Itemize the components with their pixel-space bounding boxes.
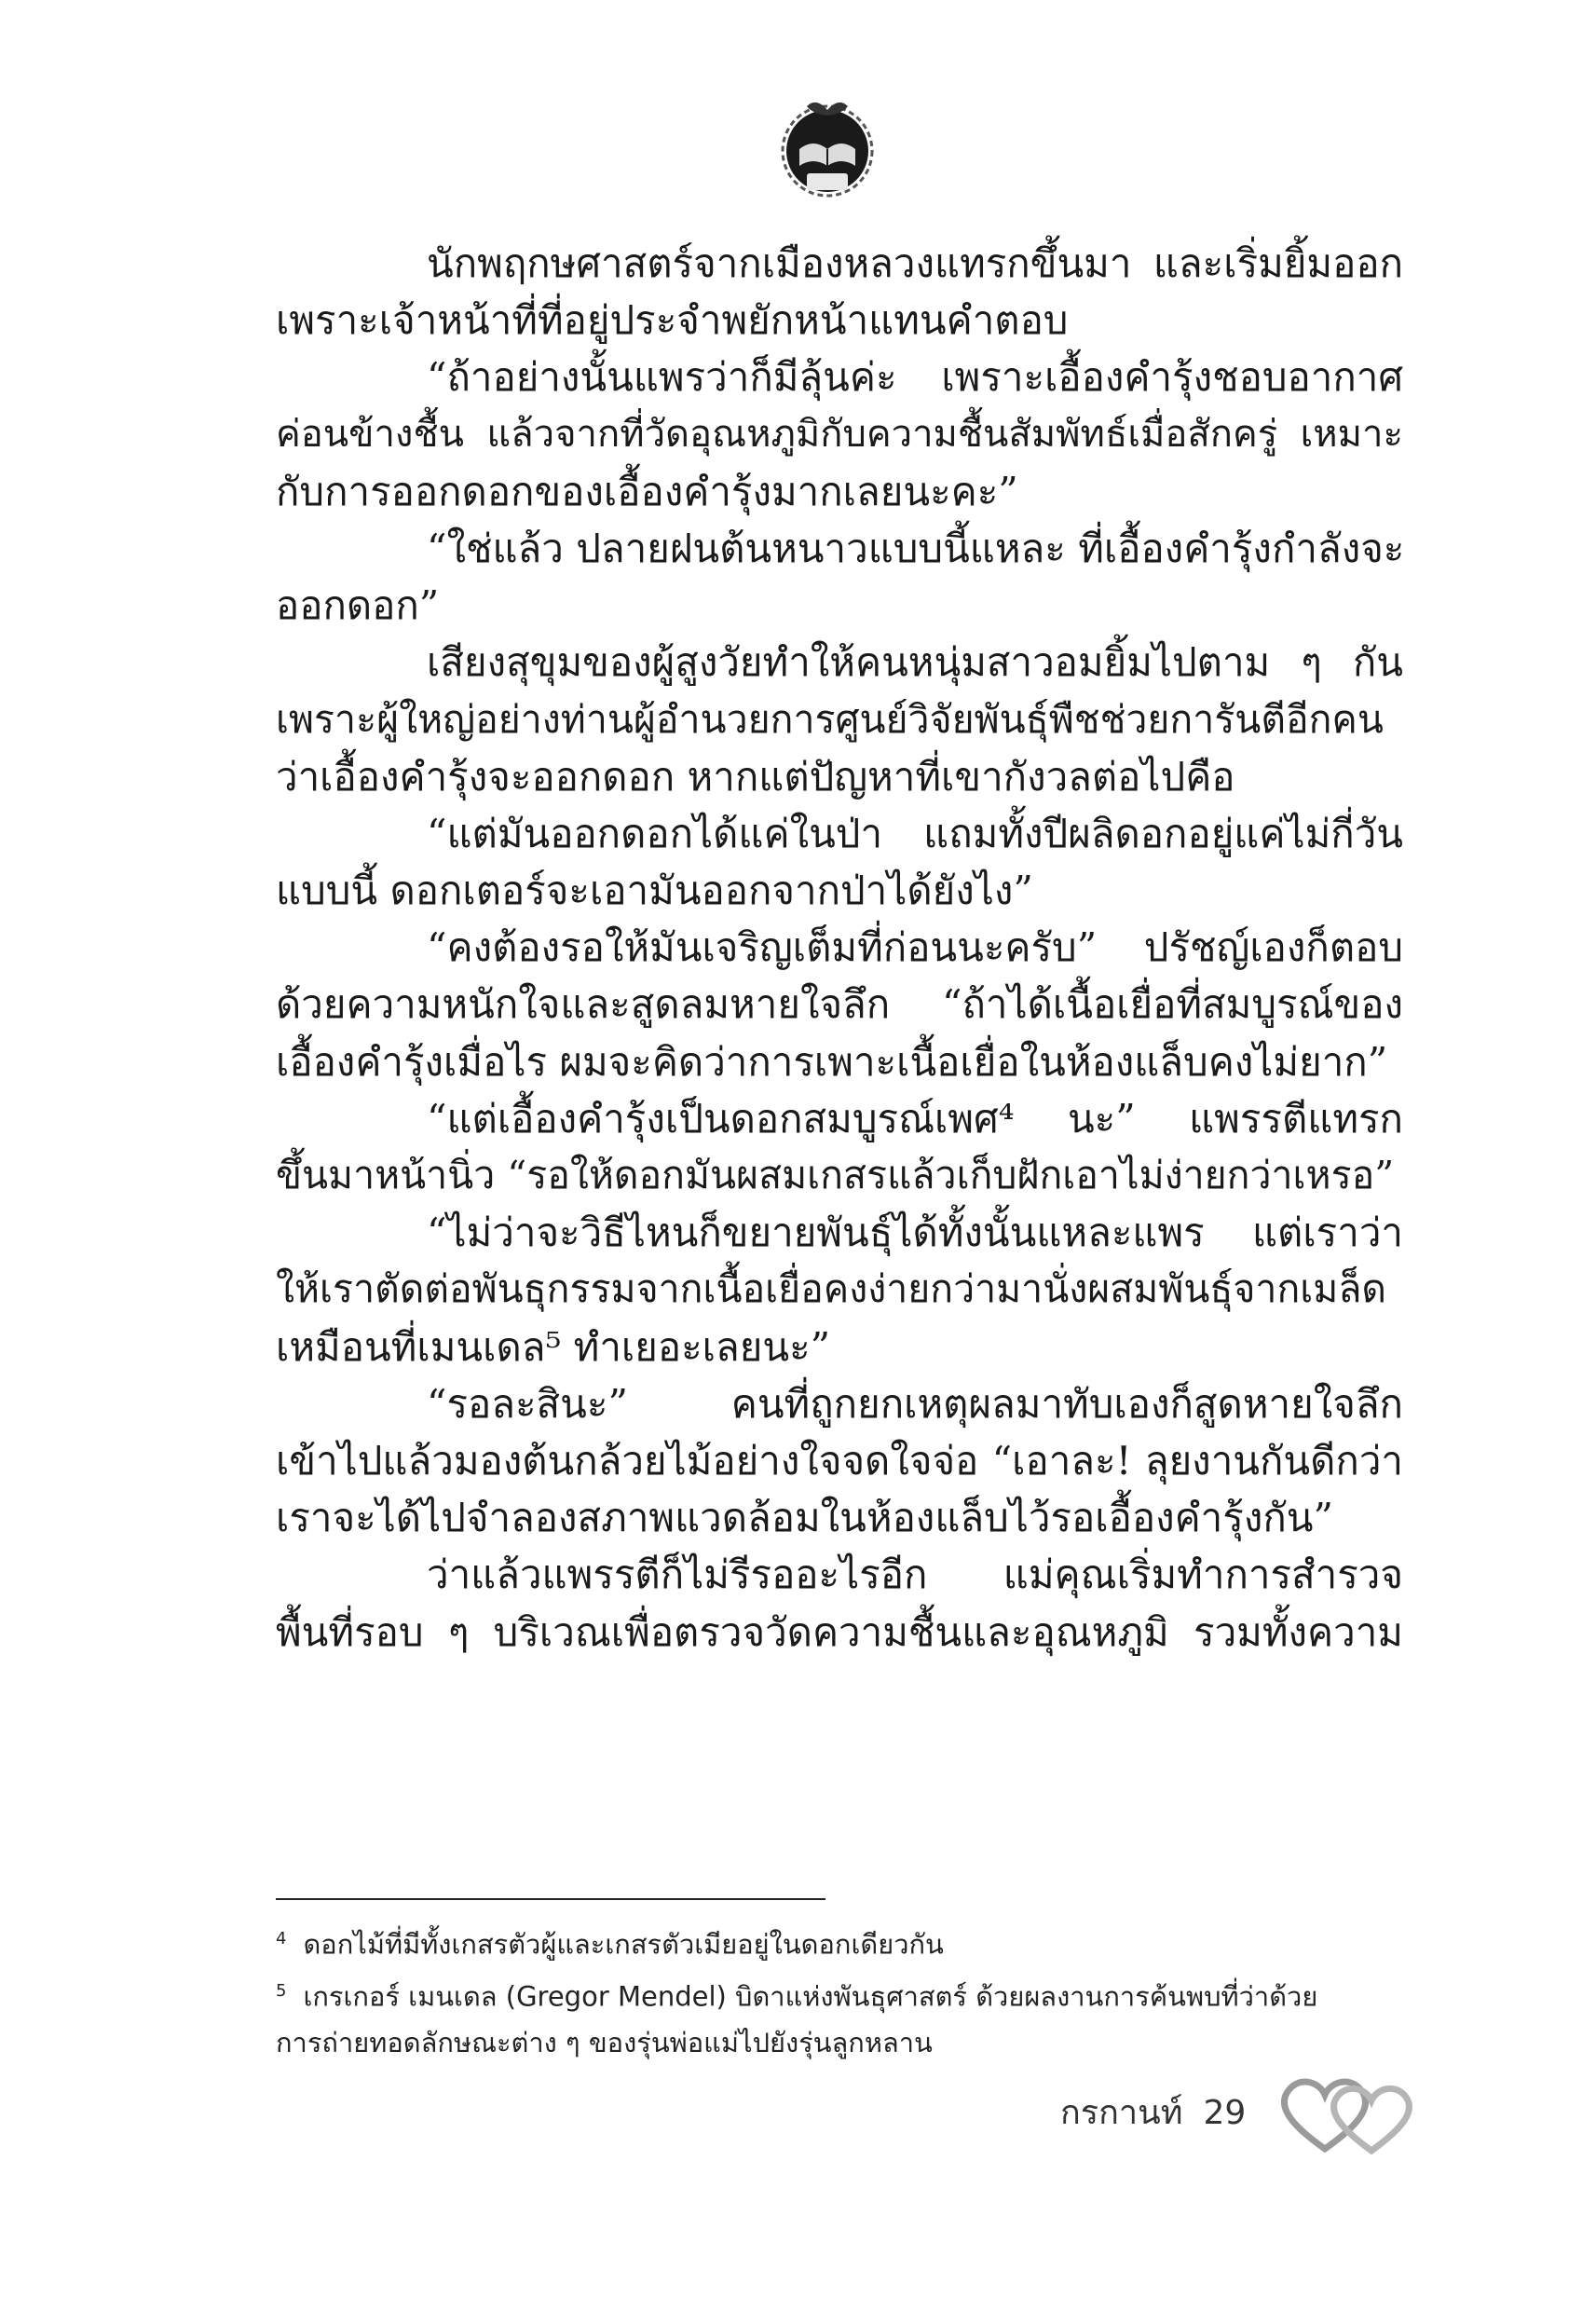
body-line: แบบนี้ ดอกเตอร์จะเอามันออกจากป่าได้ยังไง” bbox=[276, 868, 1033, 914]
body-line: เสียงสุขุมของผู้สูงวัยทำให้คนหนุ่มสาวอมยิ้มไปตาม ๆ กัน bbox=[427, 639, 1403, 686]
footnote-5-continued: การถ่ายทอดลักษณะต่าง ๆ ของรุ่นพ่อแม่ไปยังรุ่นลูกหลาน bbox=[276, 2027, 933, 2059]
body-line: เพราะเจ้าหน้าที่ที่อยู่ประจำพยักหน้าแทนคำตอบ bbox=[276, 297, 1069, 344]
body-line: กับการออกดอกของเอื้องคำรุ้งมากเลยนะคะ” bbox=[276, 468, 1018, 514]
body-line: “รอละสินะ” คนที่ถูกยกเหตุผลมาทับเองก็สูดหายใจลึก bbox=[427, 1380, 1403, 1427]
footnote-number: 5 bbox=[276, 1980, 287, 2001]
footnote-number: 4 bbox=[276, 1929, 287, 1949]
body-line: “แต่เอื้องคำรุ้งเป็นดอกสมบูรณ์เพศ⁴ นะ” แพรรตีแทรก bbox=[427, 1095, 1403, 1142]
book-title: กรกานท์ bbox=[1060, 2094, 1183, 2132]
body-line: เข้าไปแล้วมองต้นกล้วยไม้อย่างใจจดใจจ่อ “เอาละ! ลุยงานกันดีกว่า bbox=[276, 1437, 1403, 1484]
body-line: “คงต้องรอให้มันเจริญเต็มที่ก่อนนะครับ” ปรัชญ์เองก็ตอบ bbox=[427, 924, 1403, 971]
body-line: เหมือนที่เมนเดล⁵ ทำเยอะเลยนะ” bbox=[276, 1323, 831, 1370]
body-line: พื้นที่รอบ ๆ บริเวณเพื่อตรวจวัดความชื้นและอุณหภูมิ รวมทั้งความ bbox=[276, 1608, 1403, 1655]
body-line: เอื้องคำรุ้งเมื่อไร ผมจะคิดว่าการเพาะเนื้อเยื่อในห้องแล็บคงไม่ยาก” bbox=[276, 1038, 1388, 1085]
body-line: เพราะผู้ใหญ่อย่างท่านผู้อำนวยการศูนย์วิจัยพันธุ์พืชช่วยการันตีอีกคน bbox=[276, 696, 1384, 742]
body-line: “แต่มันออกดอกได้แค่ในป่า แถมทั้งปีผลิดอกอยู่แค่ไม่กี่วัน bbox=[427, 810, 1403, 856]
footnote-4 bbox=[276, 1916, 1403, 1968]
body-line: “ถ้าอย่างนั้นแพรว่าก็มีลุ้นค่ะ เพราะเอื้องคำรุ้งชอบอากาศ bbox=[427, 354, 1403, 401]
body-line: เราจะได้ไปจำลองสภาพแวดล้อมในห้องแล็บไว้รอเอื้องคำรุ้งกัน” bbox=[276, 1495, 1333, 1541]
footnote-5 bbox=[276, 1968, 1403, 2020]
hearts-ornament-icon bbox=[1269, 2067, 1427, 2160]
footnotes bbox=[276, 1916, 1403, 2066]
body-line: “ใช่แล้ว ปลายฝนต้นหนาวแบบนี้แหละ ที่เอื้องคำรุ้งกำลังจะ bbox=[427, 525, 1405, 571]
publisher-logo bbox=[771, 93, 883, 205]
body-line: ขึ้นมาหน้านิ่ว “รอให้ดอกมันผสมเกสรแล้วเก็บฝักเอาไม่ง่ายกว่าเหรอ” bbox=[276, 1153, 1395, 1197]
story-body bbox=[276, 235, 1403, 1661]
body-line: ออกดอก” bbox=[276, 582, 440, 629]
body-line: “ไม่ว่าจะวิธีไหนก็ขยายพันธุ์ได้ทั้งนั้นแหละแพร แต่เราว่า bbox=[427, 1210, 1403, 1256]
body-line: ค่อนข้างชื้น แล้วจากที่วัดอุณหภูมิกับความชื้นสัมพัทธ์เมื่อสักครู่ เหมาะ bbox=[276, 412, 1403, 456]
footnote-divider bbox=[276, 1898, 825, 1900]
body-line: ให้เราตัดต่อพันธุกรรมจากเนื้อเยื่อคงง่ายกว่ามานั่งผสมพันธุ์จากเมล็ด bbox=[276, 1266, 1387, 1312]
page-footer bbox=[1060, 2085, 1266, 2139]
page-number: 29 bbox=[1203, 2094, 1247, 2132]
body-line: ว่าเอื้องคำรุ้งจะออกดอก หากแต่ปัญหาที่เขากังวลต่อไปคือ bbox=[276, 753, 1235, 800]
body-line: ด้วยความหนักใจและสูดลมหายใจลึก “ถ้าได้เนื้อเยื่อที่สมบูรณ์ของ bbox=[276, 981, 1403, 1028]
body-line: ว่าแล้วแพรรตีก็ไม่รีรออะไรอีก แม่คุณเริ่มทำการสำรวจ bbox=[427, 1552, 1403, 1598]
body-line: นักพฤกษศาสตร์จากเมืองหลวงแทรกขึ้นมา และเริ่มยิ้มออก bbox=[427, 240, 1403, 286]
footnote-text: เกรเกอร์ เมนเดล (Gregor Mendel) บิดาแห่งพันธุศาสตร์ ด้วยผลงานการค้นพบที่ว่าด้วย bbox=[303, 1980, 1318, 2013]
footnote-text: ดอกไม้ที่มีทั้งเกสรตัวผู้และเกสรตัวเมียอยู่ในดอกเดียวกัน bbox=[303, 1928, 944, 1961]
